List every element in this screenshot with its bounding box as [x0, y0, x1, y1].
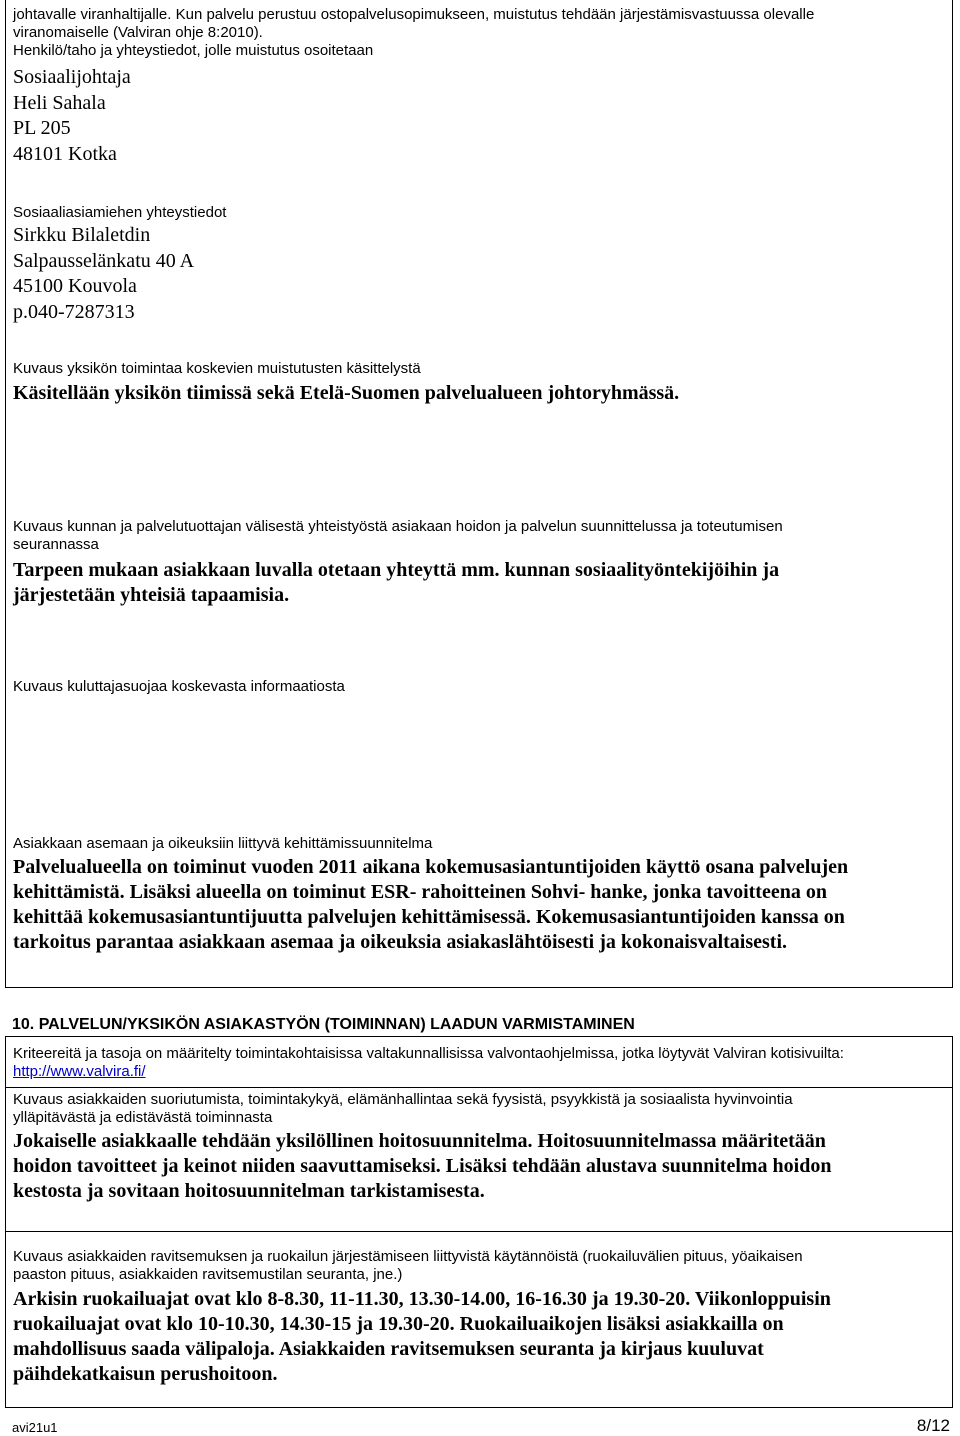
development-plan-line: Palvelualueella on toiminut vuoden 2011 aikana kokemusasiantuntijoiden käyttö osana palvelujen [13, 856, 849, 878]
performance-text [13, 1129, 944, 1204]
recipient-po-box: PL 205 [13, 117, 71, 139]
nutrition-text-line: päihdekatkaisun perushoitoon. [13, 1363, 278, 1385]
development-plan-line: tarkoitus parantaa asiakkaan asemaa ja oikeuksia asiakaslähtöisesti ja kokonaisvaltaisesti. [13, 931, 788, 953]
nutrition-text [13, 1287, 944, 1387]
recipient-title: Sosiaalijohtaja [13, 66, 131, 88]
section-10-heading: 10. PALVELUN/YKSIKÖN ASIAKASTYÖN (TOIMINNAN) LAADUN VARMISTAMINEN [12, 1016, 635, 1033]
cooperation-label-line: Kuvaus kunnan ja palvelutuottajan välisestä yhteistyöstä asiakaan hoidon ja palvelun suunnittelussa ja toteutumisen [13, 518, 783, 535]
nutrition-text-line: mahdollisuus saada välipaloja. Asiakkaiden ravitsemuksen seuranta ja kirjaus kuuluvat [13, 1338, 764, 1360]
cooperation-text [13, 558, 944, 608]
criteria-text: Kriteereitä ja tasoja on määritelty toimintakohtaisissa valtakunnallisissa valvontaohjelmissa, jotka löytyvät Valviran kotisivuilta: [13, 1045, 844, 1062]
cooperation-label [13, 518, 944, 554]
cooperation-label-line: seurannassa [13, 536, 99, 553]
intro-line: johtavalle viranhaltijalle. Kun palvelu perustuu ostopalvelusopimukseen, muistutus tehdään järjestämisvastuussa olevalle [13, 6, 815, 23]
performance-text-line: kestosta ja sovitaan hoitosuunnitelman tarkistamisesta. [13, 1180, 485, 1202]
page-number: 8/12 [916, 1416, 950, 1435]
development-plan-line: kehittää kokemusasiantuntijuutta palvelujen kehittämisessä. Kokemusasiantuntijoiden kanssa on [13, 906, 845, 928]
contact-and-rights-section [5, 0, 953, 988]
document-code: avi21u1 [12, 1420, 58, 1435]
ombudsman-name: Sirkku Bilaletdin [13, 224, 151, 246]
recipient-address [13, 65, 944, 167]
development-plan-text [13, 855, 944, 955]
nutrition-label [13, 1248, 944, 1284]
performance-box [5, 1088, 953, 1232]
nutrition-label-line: paaston pituus, asiakkaiden ravitsemustilan seuranta, jne.) [13, 1266, 403, 1283]
ombudsman-label: Sosiaaliasiamiehen yhteystiedot [13, 204, 227, 221]
performance-label [13, 1091, 944, 1127]
recipient-city: 48101 Kotka [13, 142, 117, 165]
cooperation-text-line: järjestetään yhteisiä tapaamisia. [13, 584, 290, 606]
intro-text [13, 6, 944, 60]
nutrition-text-line: ruokailuajat ovat klo 10-10.30, 14.30-15 ja 19.30-20. Ruokailuaikojen lisäksi asiakkailla on [13, 1313, 784, 1335]
recipient-name: Heli Sahala [13, 91, 106, 114]
valvira-link[interactable]: http://www.valvira.fi/ [13, 1063, 146, 1080]
cooperation-text-line: Tarpeen mukaan asiakkaan luvalla otetaan yhteyttä mm. kunnan sosiaalityöntekijöihin ja [13, 559, 780, 581]
performance-text-line: Jokaiselle asiakkaalle tehdään yksilöllinen hoitosuunnitelma. Hoitosuunnitelmassa määritetään [13, 1130, 826, 1152]
development-plan-label: Asiakkaan asemaan ja oikeuksiin liittyvä kehittämissuunnitelma [13, 835, 433, 852]
handling-text: Käsitellään yksikön tiimissä sekä Etelä-Suomen palvelualueen johtoryhmässä. [13, 382, 680, 404]
nutrition-box [5, 1232, 953, 1408]
ombudsman-phone: p.040-7287313 [13, 300, 135, 323]
criteria-box [5, 1036, 953, 1088]
nutrition-text-line: Arkisin ruokailuajat ovat klo 8-8.30, 11-11.30, 13.30-14.00, 16-16.30 ja 19.30-20. Viikonloppuisin [13, 1288, 831, 1310]
ombudsman-city: 45100 Kouvola [13, 275, 137, 297]
performance-text-line: hoidon tavoitteet ja keinot niiden saavuttamiseksi. Lisäksi tehdään alustava suunnitelma hoidon [13, 1155, 832, 1177]
recipient-label: Henkilö/taho ja yhteystiedot, jolle muistutus osoitetaan [13, 42, 374, 59]
ombudsman-street: Salpausselänkatu 40 A [13, 249, 195, 272]
development-plan-line: kehittämistä. Lisäksi alueella on toiminut ESR- rahoitteinen Sohvi- hanke, jonka tavoitteena on [13, 881, 827, 903]
intro-line: viranomaiselle (Valviran ohje 8:2010). [13, 24, 263, 41]
performance-label-line: ylläpitävästä ja edistävästä toiminnasta [13, 1109, 273, 1126]
ombudsman-contact [13, 223, 944, 325]
nutrition-label-line: Kuvaus asiakkaiden ravitsemuksen ja ruokailun järjestämiseen liittyvistä käytännöistä (ruokailuvälien pituus, yöaikaisen [13, 1248, 803, 1265]
handling-label: Kuvaus yksikön toimintaa koskevien muistutusten käsittelystä [13, 360, 421, 377]
consumer-protection-label: Kuvaus kuluttajasuojaa koskevasta informaatiosta [13, 678, 345, 695]
performance-label-line: Kuvaus asiakkaiden suoriutumista, toimintakykyä, elämänhallintaa sekä fyysistä, psyykkistä ja sosiaalista hyvinvointia [13, 1091, 793, 1108]
